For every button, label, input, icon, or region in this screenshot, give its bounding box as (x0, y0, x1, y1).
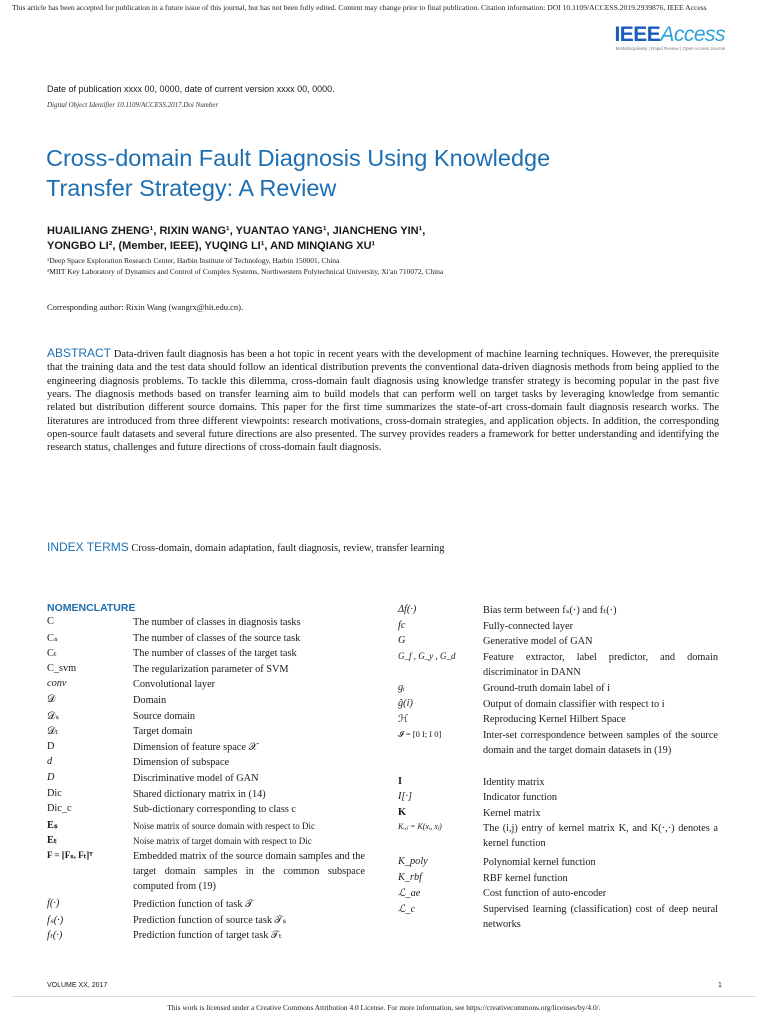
publication-date: Date of publication xxxx 00, 0000, date of current version xxxx 00, 0000. (47, 84, 335, 94)
title-line-1: Cross-domain Fault Diagnosis Using Knowledge (46, 145, 551, 171)
index-terms-text: Cross-domain, domain adaptation, fault diagnosis, review, transfer learning (131, 543, 445, 554)
doi-line: Digital Object Identifier 10.1109/ACCESS.2017.Doi Number (47, 101, 219, 109)
index-terms-label: INDEX TERMS (47, 540, 129, 554)
ieee-access-logo[interactable] (614, 24, 725, 51)
affiliation-1: ¹Deep Space Exploration Research Center, Harbin Institute of Technology, Harbin 150001, China (47, 256, 340, 265)
logo-tagline: Multidisciplinary | Rapid Review | Open Access Journal (615, 46, 725, 51)
page-number: 1 (718, 982, 722, 989)
authors-line-2: YONGBO LI², (Member, IEEE), YUQING LI¹, AND MINQIANG XU¹ (47, 240, 376, 252)
nomenclature-left: C The number of classes in diagnosis tasks Cₛ The number of classes of the source task Cₜ The number of classes of the target task C_svm The regularization parameter of SVM conv Convolutional layer 𝒟 Domain 𝒟ₛ Source domain 𝒟ₜ Target domain D Dimension of feature space 𝒳 d Dimension of subspace D Discriminative model of GAN Dic Shared dictionary matrix in (14) Dic_c Sub-dictionary corresponding to class c Eₛ Noise matrix of source domain with respect to Dic Eₜ Noise matrix of target domain with respect to Dic F = [Fₛ, Fₜ]ᵀ Embedded matrix of the source domain samples and the target domain samples in the common subspace computed from (19) f(·) Prediction function of task 𝒯 fₛ(·) Prediction function of source task 𝒯ₛ fₜ(·) Prediction function of target task 𝒯ₜ (47, 616, 365, 942)
author-list (47, 224, 737, 254)
title-line-2: Transfer Strategy: A Review (46, 175, 337, 201)
corresponding-author: Corresponding author: Rixin Wang (wangrx@hit.edu.cn). (47, 302, 244, 312)
license-notice: This work is licensed under a Creative Commons Attribution 4.0 License. For more information, see https://creativecommons.org/licenses/by/4.0/. (167, 1003, 601, 1012)
accepted-notice: This article has been accepted for publication in a future issue of this journal, but has not been fully edited. Content may change prior to final publication. Citation information: DOI 10.1109/ACCESS.2019.2939876, IEEE Access (12, 3, 707, 12)
abstract (47, 347, 719, 455)
paper-title (46, 143, 736, 203)
nomenclature-title: NOMENCLATURE (47, 602, 136, 614)
footer-divider (12, 996, 756, 997)
logo-access: Access (660, 23, 725, 46)
abstract-text: Data-driven fault diagnosis has been a hot topic in recent years with the development of machine learning techniques. However, the prerequisite that the training data and the test data should follow an identical distribution prevents the conventional data-driven diagnosis methods from being applied to the engineering diagnosis problems. To tackle this dilemma, cross-domain fault diagnosis using knowledge transfer strategy is becoming popular in the past five years. The diagnosis methods based on transfer learning aim to build models that can perform well on target tasks by leveraging knowledge from semantic related but distribution different source domains. This paper for the first time summarizes the state-of-art cross-domain fault diagnosis research works. The literatures are introduced from three different viewpoints: research motivations, cross-domain strategies, and application objects. In addition, the corresponding open-source fault datasets and several future directions are also presented. The survey provides readers a framework for better understanding and identifying the research status, challenges and future directions of cross-domain fault diagnosis. (47, 349, 719, 454)
affiliation-2: ²MIIT Key Laboratory of Dynamics and Control of Complex Systems, Northwestern Polytechnical University, Xi'an 710072, China (47, 267, 444, 276)
affiliations (47, 255, 443, 277)
volume-label: VOLUME XX, 2017 (47, 982, 108, 989)
abstract-label: ABSTRACT (47, 346, 112, 360)
index-terms (47, 540, 727, 554)
logo-ieee: IEEE (614, 23, 661, 46)
nomenclature-right: Δf(·) Bias term between fₛ(·) and fₜ(·) fc Fully-connected layer G Generative model of GAN G_f , G_y , G_d Feature extractor, label predictor, and domain discriminator in DANN gᵢ Ground-truth domain label of i ĝ(i) Output of domain classifier with respect to i ℋ Reproducing Kernel Hilbert Space 𝓘 = [0 I; I 0] Inter-set correspondence between samples of the source domain and the target domain datasets in (19) I Identity matrix I[·] Indicator function K Kernel matrix Kᵢ,ⱼ = K(xᵢ, xⱼ) The (i,j) entry of kernel matrix K, and K(·,·) denotes a kernel function K_poly Polynomial kernel function K_rbf RBF kernel function ℒ_ae Cost function of auto-encoder ℒ_c Supervised learning (classification) cost of deep neural networks (398, 604, 718, 930)
authors-line-1: HUAILIANG ZHENG¹, RIXIN WANG¹, YUANTAO YANG¹, JIANCHENG YIN¹, (47, 225, 426, 237)
